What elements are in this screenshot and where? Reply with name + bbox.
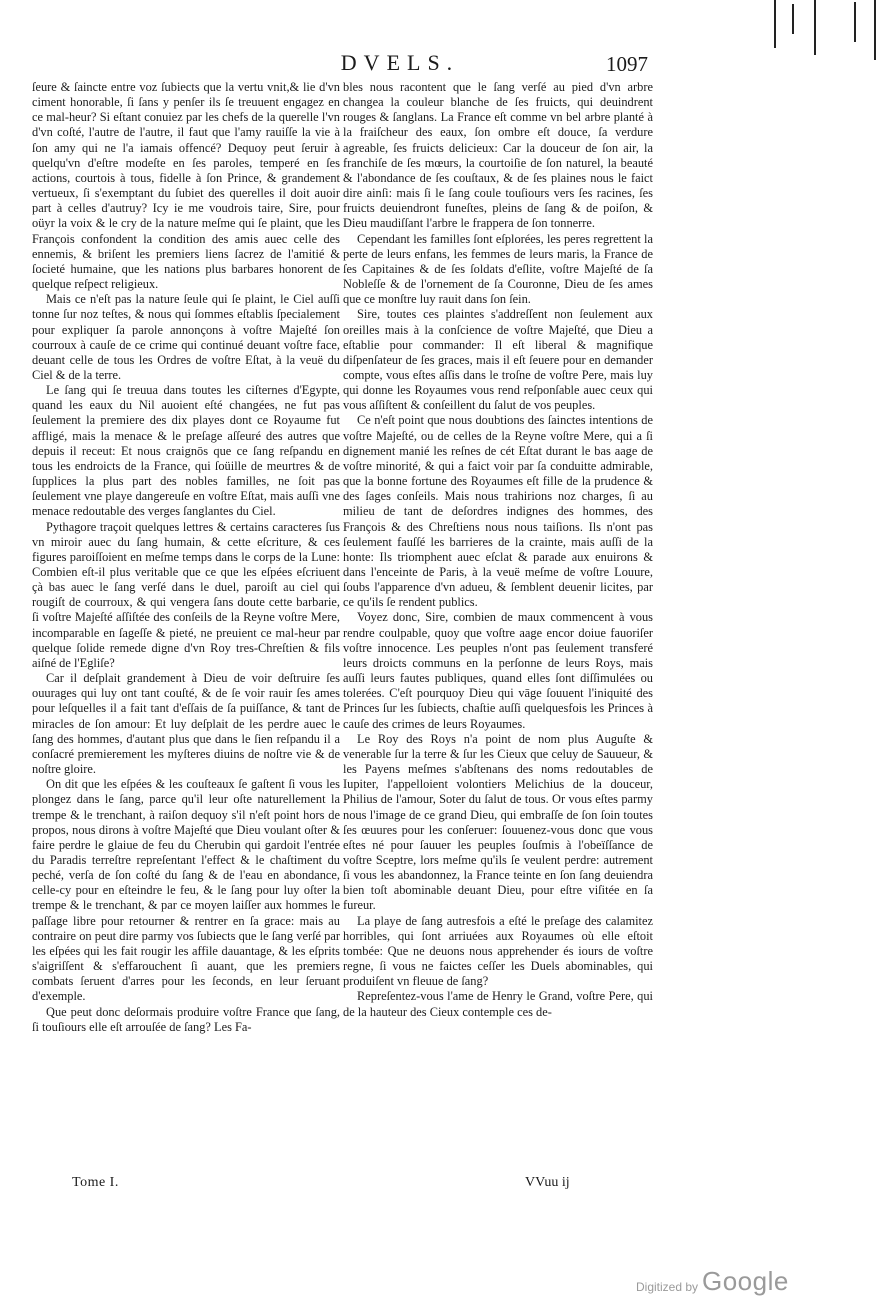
paragraph: bles nous racontent que le ſang verſé au pied d'vn arbre changea la couleur blanche de ſes fruicts, qui deuindrent rouges & ſanglans. La France eſt comme vn bel arbre planté à la fraiſcheur des eaux, ſon ombre eſt douce, ſa verdure agreable, ſes fruicts delicieux: Car la douceur de ſon air, la franchiſe de ſes mœurs, la courtoiſie de ſon naturel, la beauté & l'abondance de ſes couſtaux, & de ſes plaines nous le faict dire ainſi: mais ſi le ſang coule touſiours vers ſes racines, ſes fruicts deuiendront funeſtes, pleins de ſang & de poiſon, & Dieu maudiſſant l'arbre le frappera de ſon tonnerre. <box>343 80 653 231</box>
left-column <box>32 80 340 1035</box>
edge-mark <box>792 4 794 34</box>
edge-mark <box>874 0 876 60</box>
paragraph: ſeure & ſaincte entre voz ſubiects que la vertu vnit,& lie d'vn ciment honorable, ſi ſans y penſer ils ſe treuuent engagez en ce mal-heur? Si eſtant conuiez par les chefs de la querelle l'vn d'vn coſté, l'autre de l'autre, il faut que l'amy rauiſſe la vie à ſon amy qui ne l'a iamais offencé? Dequoy peut ſeruir à quelqu'vn d'eſtre modeſte en ſes paroles, temperé en ſes actions, courtois à tous, fidelle à ſon Prince, & grandement vertueux, ſi s'exemptant du ſubiet des querelles il doit auoir part à celles d'autruy? Icy ie me voudrois taire, Sire, pour oüyr la voix & le cry de la nature meſme qui ſe plaint, que les François confondent la condition des amis auec celle des ennemis, & briſent les premiers liens ſacrez de l'amitié & ſocieté humaine, que les nations plus barbares honorent de quelque reſpect religieux. <box>32 80 340 292</box>
paragraph: La playe de ſang autresfois a eſté le preſage des calamitez horribles, qui ſont arriuées aux Royaumes où elle eſtoit tombée: Que ne deuons nous apprehender és iours de voſtre regne, ſi vous ne faictes ceſſer les Duels abominables, qui produiſent vn fleuue de ſang? <box>343 913 653 989</box>
running-head: DVELS. <box>340 50 460 75</box>
paragraph: Le ſang qui ſe treuua dans toutes les ciſternes d'Egypte, quand les eaux du Nil auoient eſté changées, ne fut pas ſeulement la premiere des dix playes dont ce Royaume fut affligé, mais la menace & le preſage aſſeuré des autres que depuis il receut: Et nous craignōs que ce ſang reſpandu en tous les endroicts de la France, qui ſoüille de meurtres & de ſupplices la plus part des nobles familles, ne ſoit pas ſeulement vne playe dangereuſe en voſtre Eſtat, mais auſſi vne menace redoutable des verges ſanglantes du Ciel. <box>32 383 340 519</box>
footer-tome: Tome I. <box>72 1175 119 1190</box>
paragraph: Cependant les familles ſont eſplorées, les peres regrettent la perte de leurs enfans, les femmes de leurs maris, la France de ſes Capitaines & de ſes ſoldats d'eſlite, voſtre Majeſté de ſa Nobleſſe & de l'ornement de ſa Couronne, Dieu de ſes ames que ce monſtre luy rauit dans ſon ſein. <box>343 231 653 307</box>
paragraph: Repreſentez-vous l'ame de Henry le Grand, voſtre Pere, qui de la hauteur des Cieux contemple ces de- <box>343 989 653 1019</box>
page-edge <box>754 0 882 1310</box>
signature-mark: VVuu ij <box>525 1175 570 1190</box>
paragraph: Que peut donc deſormais produire voſtre France que ſang, ſi touſiours elle eſt arrouſée de ſang? Les Fa- <box>32 1004 340 1034</box>
paragraph: Voyez donc, Sire, combien de maux commencent à vous rendre coulpable, quoy que voſtre aage encor doiue fauoriſer voſtre innocence. Les peuples n'ont pas ſeulement transferé leurs droicts communs en la perſonne de leurs Roys, mais auſſi leurs fautes publiques, quand elles ſont diſſimulées ou tolerées. C'eſt pourquoy Dieu qui vāge ſouuent l'iniquité des Princes ſur les ſubiects, chaſtie auſſi quelquesfois les Princes à cauſe des crimes de leurs Royaumes. <box>343 610 653 731</box>
paragraph: On dit que les eſpées & les couſteaux ſe gaſtent ſi vous les plongez dans le ſang, parce qu'il leur oſte naturellement la trempe & le trenchant, à raiſon dequoy s'il n'eſt point hors de propos, nous dirons à voſtre Majeſté que Dieu voulant oſter & faire perdre le glaiue de feu du Cherubin qui gardoit l'entrée du Paradis terreſtre repreſentant l'effect & le chaſtiment du peché, verſa de ſon coſté du ſang & de l'eau en abondance, celle-cy pour en eſteindre le feu, & le ſang pour luy oſter la trempe & le trenchant, & par ce moyen laiſſer aux hommes le paſſage libre pour retourner & rentrer en ſa grace: mais au contraire on peut dire parmy vos ſubiects que le ſang verſé par les eſpées qui les fait rougir les affile dauantage, & les eſprits s'aigriſſent & s'effarouchent ſi auant, que les premiers combats ſeruent d'arres pour les ſeconds, en leur ſeruant d'exemple. <box>32 777 340 1004</box>
watermark-small: Digitized by <box>636 1280 699 1294</box>
paragraph: Pythagore traçoit quelques lettres & certains caracteres ſus vn miroir auec du ſang humain, & cette eſcriture, & ces figures paroiſſoient en meſme temps dans le corps de la Lune: Combien eſt-il plus veritable que ce que les eſpées eſcriuent çà bas auec le ſang verſé dans le duel, paroiſt au ciel qui rougiſt de courroux, & qui vengera ſans doute cette barbarie, ſi voſtre Majeſté aſſiſtée des conſeils de la Reyne voſtre Mere, incomparable en ſageſſe & pieté, ne preuient ce mal-heur par quelque ſolide remede digne d'vn Roy tres-Chreſtien & fils aiſné de l'Egliſe? <box>32 519 340 670</box>
paragraph: Sire, toutes ces plaintes s'addreſſent non ſeulement aux oreilles mais à la conſcience de voſtre Majeſté, que Dieu a eſtablie pour commander: Il eſt liberal & magnifique diſpenſateur de ſes graces, mais il eſt ſeuere pour en demander compte, vous eſtes aſſis dans le troſne de voſtre Pere, mais luy qui donne les Royaumes vous rend reſponſable auec ceux qui vous aſſiſtent & conſeillent du ſalut de vos peuples. <box>343 307 653 413</box>
right-column <box>343 80 653 1020</box>
page-number: 1097 <box>606 52 648 76</box>
watermark-logo: Google <box>702 1266 789 1296</box>
paragraph: Car il deſplait grandement à Dieu de voir deſtruire ſes ouurages qui luy ont tant couſté, & de ſe voir rauir ſes ames pour leſquelles il a fait tant d'eſſais de ſa puiſſance, & tant de miracles de ſon amour: Et luy deſplait de les perdre auec le ſang des hommes, d'autant plus que dans le ſien reſpandu il a conſacré premierement les myſteres diuins de noſtre vie & de noſtre gloire. <box>32 671 340 777</box>
paragraph: Le Roy des Roys n'a point de nom plus Auguſte & venerable ſur la terre & ſur les Cieux que celuy de Sauueur, & les Payens meſmes s'abſtenans des noms redoutables de Iupiter, l'appelloient volontiers Melichius de la douceur, Philius de l'amour, Soter du ſalut de tous. Or vous eſtes parmy nous l'image de ce grand Dieu, qui embraſſe de ſon ſoin toutes ſes œuures pour les conſeruer: ſouuenez-vous donc que vous eſtes né pour ſauuer les peuples ſouſmis à l'obeïſſance de voſtre Sceptre, lors meſme qu'ils ſe veulent perdre: autrement ſi vous les abandonnez, la France teinte en ſon ſang deuiendra bien toſt abominable deuant Dieu, pour eſtre viſitée en ſa fureur. <box>343 731 653 913</box>
watermark <box>636 1266 816 1298</box>
edge-mark <box>774 0 776 48</box>
paragraph: Mais ce n'eſt pas la nature ſeule qui ſe plaint, le Ciel auſſi tonne ſur noz teſtes, & nous qui ſommes eſtablis ſpecialement pour expliquer ſa parole annonçons à voſtre Majeſté ſon courroux à cauſe de ce crime qui continué deuant voſtre face, deuant celle de tous les Ordres de voſtre Eſtat, à la veuë du Ciel & de la terre. <box>32 292 340 382</box>
paragraph: Ce n'eſt point que nous doubtions des ſainctes intentions de voſtre Majeſté, ou de celles de la Reyne voſtre Mere, qui a ſi dignement manié les reſnes de cét Eſtat durant le bas aage de voſtre minorité, & qui a faict voir par ſa conduitte admirable, que la bonne fortune des Royaumes eſt fille de la prudence & des ſages conſeils. Mais nous trahirions noz charges, ſi au milieu de tant de deſordres indignes des hommes, des François & des Chreſtiens nous nous taiſions. Ils n'ont pas ſeulement fauſſé les barrieres de la crainte, mais auſſi de la honte: Ils triomphent auec eſclat & parade aux enuirons & dans l'enceinte de Paris, à la veuë meſme de voſtre Louure, ſoubs l'apparence d'vn adueu, & ſemblent deuenir licites, par ce qu'ils ſe rendent publics. <box>343 413 653 610</box>
edge-mark <box>814 0 816 55</box>
edge-mark <box>854 2 856 42</box>
